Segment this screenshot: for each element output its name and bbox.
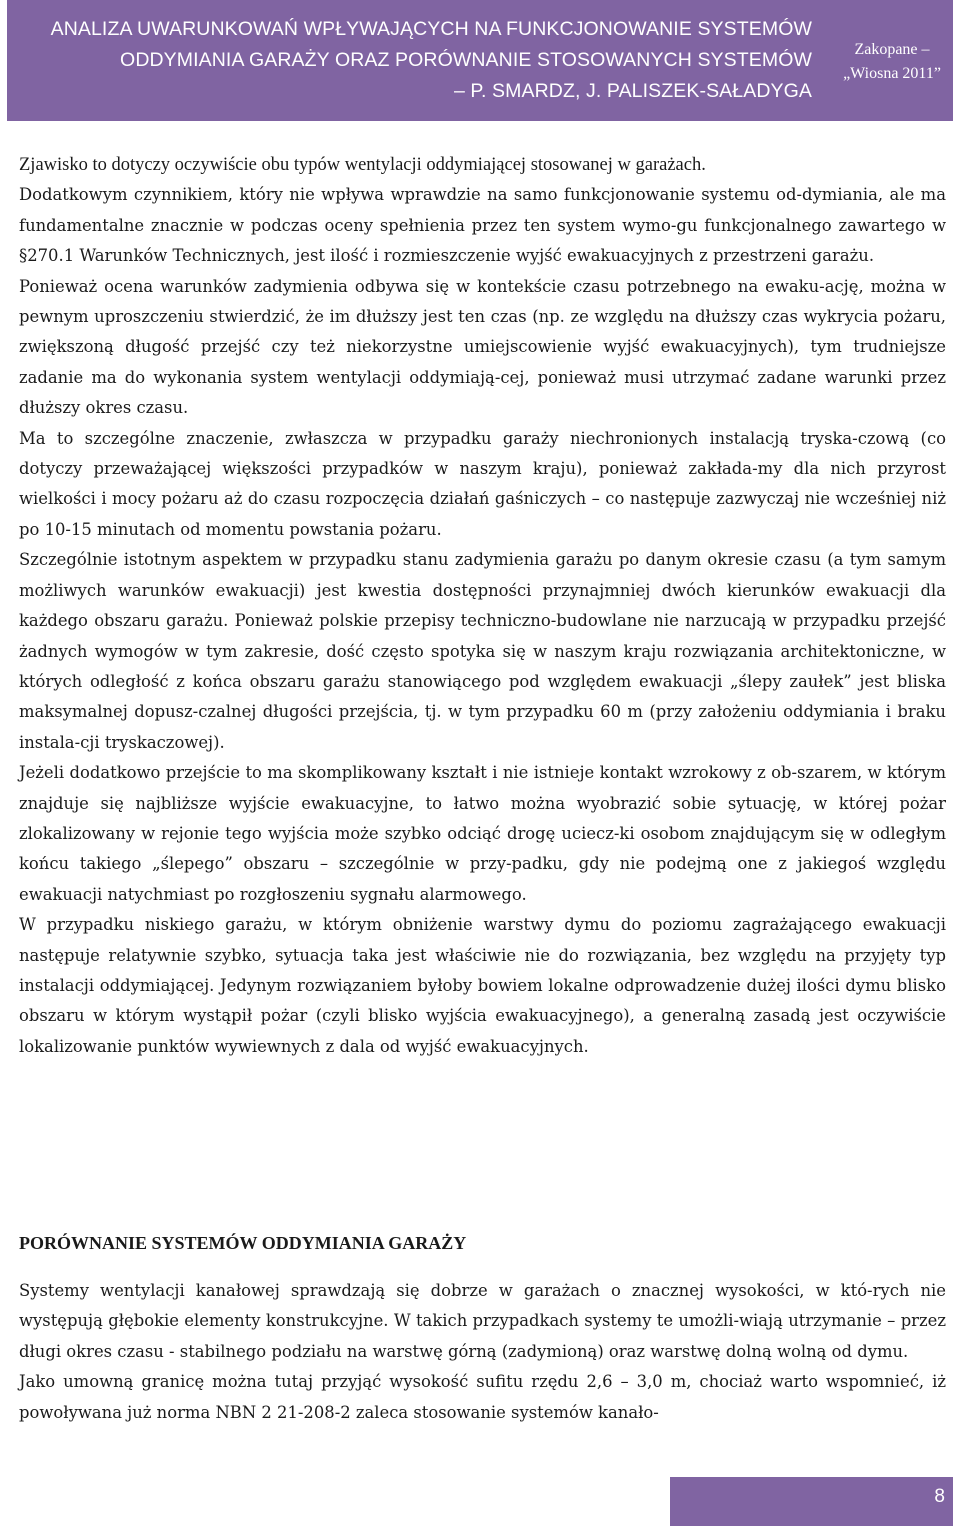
paragraph: Ponieważ ocena warunków zadymienia odbywa się w kontekście czasu potrzebnego na ewaku-ację, można w pewnym uproszczeniu stwierdzić, że im dłuższy jest ten czas (np. ze względu na dłuższy czas wykrycia pożaru, zwiększoną długość przejść czy też niekorzystne umiejscowienie wyjść ewakuacyjnych), tym trudniejsze zadanie ma do wykonania system wentylacji oddymiają-cej, ponieważ musi utrzymać zadane warunki przez dłuższy okres czasu. <box>19 276 946 418</box>
event-location: Zakopane – <box>854 41 930 58</box>
paragraph: Jako umowną granicę można tutaj przyjąć wysokość sufitu rzędu 2,6 – 3,0 m, chociaż warto wspomnieć, iż powoływana już norma NBN 2 21-208-2 zaleca stosowanie systemów kanało- <box>19 1372 946 1422</box>
section-text <box>19 1276 946 1428</box>
page-footer <box>670 1477 953 1526</box>
title-line-3: – P. SMARDZ, J. PALISZEK-SAŁADYGA <box>453 80 812 102</box>
paragraph: Zjawisko to dotyczy oczywiście obu typów wentylacji oddymiającej stosowanej w garażach. <box>19 155 706 175</box>
title-line-2: ODDYMIANIA GARAŻY ORAZ PORÓWNANIE STOSOWANYCH SYSTEMÓW <box>120 49 812 71</box>
paragraph: Dodatkowym czynnikiem, który nie wpływa wprawdzie na samo funkcjonowanie systemu od-dymiania, ale ma fundamentalne znacznie w podczas oceny spełnienia przez ten system wymo-gu funkcjonalnego zawartego w §270.1 Warunków Technicznych, jest ilość i rozmieszczenie wyjść ewakuacyjnych z przestrzeni garażu. <box>19 185 946 266</box>
main-text <box>19 150 946 1062</box>
paragraph: W przypadku niskiego garażu, w którym obniżenie warstwy dymu do poziomu zagrażającego ewakuacji następuje relatywnie szybko, sytuacja taka jest właściwie nie do rozwiązania, bez względu na przyjęty typ instalacji oddymiającej. Jedynym rozwiązaniem byłoby bowiem lokalne odprowadzenie dużej ilości dymu blisko obszaru w którym wystąpił pożar (czyli blisko wyjścia ewakuacyjnego), a generalną zasadą jest oczywiście lokalizowanie punktów wywiewnych z dala od wyjść ewakuacyjnych. <box>19 915 946 1056</box>
section-heading: PORÓWNANIE SYSTEMÓW ODDYMIANIA GARAŻY <box>19 1233 467 1253</box>
paragraph: Ma to szczególne znaczenie, zwłaszcza w przypadku garaży niechronionych instalacją tryska-czową (co dotyczy przeważającej większości przypadków w naszym kraju), ponieważ zakłada-my dla nich przyrost wielkości i mocy pożaru aż do czasu rozpoczęcia działań gaśniczych – co następuje zazwyczaj nie wcześniej niż po 10-15 minutach od momentu powstania pożaru. <box>19 428 946 539</box>
paragraph: Systemy wentylacji kanałowej sprawdzają się dobrze w garażach o znacznej wysokości, w któ-rych nie występują głębokie elementy konstrukcyjne. W takich przypadkach systemy te umożli-wiają utrzymanie – przez długi okres czasu - stabilnego podziału na warstwę górną (zadymioną) oraz warstwę dolną wolną od dymu. <box>19 1281 946 1361</box>
page-header <box>7 0 953 121</box>
event-season: „Wiosna 2011” <box>843 65 941 82</box>
page-number: 8 <box>934 1486 945 1507</box>
paragraph: Jeżeli dodatkowo przejście to ma skomplikowany kształt i nie istnieje kontakt wzrokowy z ob-szarem, w którym znajduje się najbliższe wyjście ewakuacyjne, to łatwo można wyobrazić sobie sytuację, w której pożar zlokalizowany w rejonie tego wyjścia może szybko odciąć drogę uciecz-ki osobom znajdującym się w odległym końcu takiego „ślepego” obszaru – szczególnie w przy-padku, gdy nie podejmą one z jakiegoś względu ewakuacji natychmiast po rozgłoszeniu sygnału alarmowego. <box>19 763 946 904</box>
paragraph: Szczególnie istotnym aspektem w przypadku stanu zadymienia garażu po danym okresie czasu (a tym samym możliwych warunków ewakuacji) jest kwestia dostępności przynajmniej dwóch kierunków ewakuacji dla każdego obszaru garażu. Ponieważ polskie przepisy techniczno-budowlane nie narzucają w przypadku przejść żadnych wymogów w tym zakresie, dość często spotyka się w naszym kraju rozwiązania architektoniczne, w których odległość z końca obszaru garażu stanowiącego pod względem ewakuacji „ślepy zaułek” jest bliska maksymalnej dopusz-czalnej długości przejścia, tj. w tym przypadku 60 m (przy założeniu oddymiania i braku instala-cji tryskaczowej). <box>19 550 946 752</box>
header-event <box>831 38 953 86</box>
title-line-1: ANALIZA UWARUNKOWAŃ WPŁYWAJĄCYCH NA FUNKCJONOWANIE SYSTEMÓW <box>50 18 812 40</box>
document-title <box>7 14 812 107</box>
